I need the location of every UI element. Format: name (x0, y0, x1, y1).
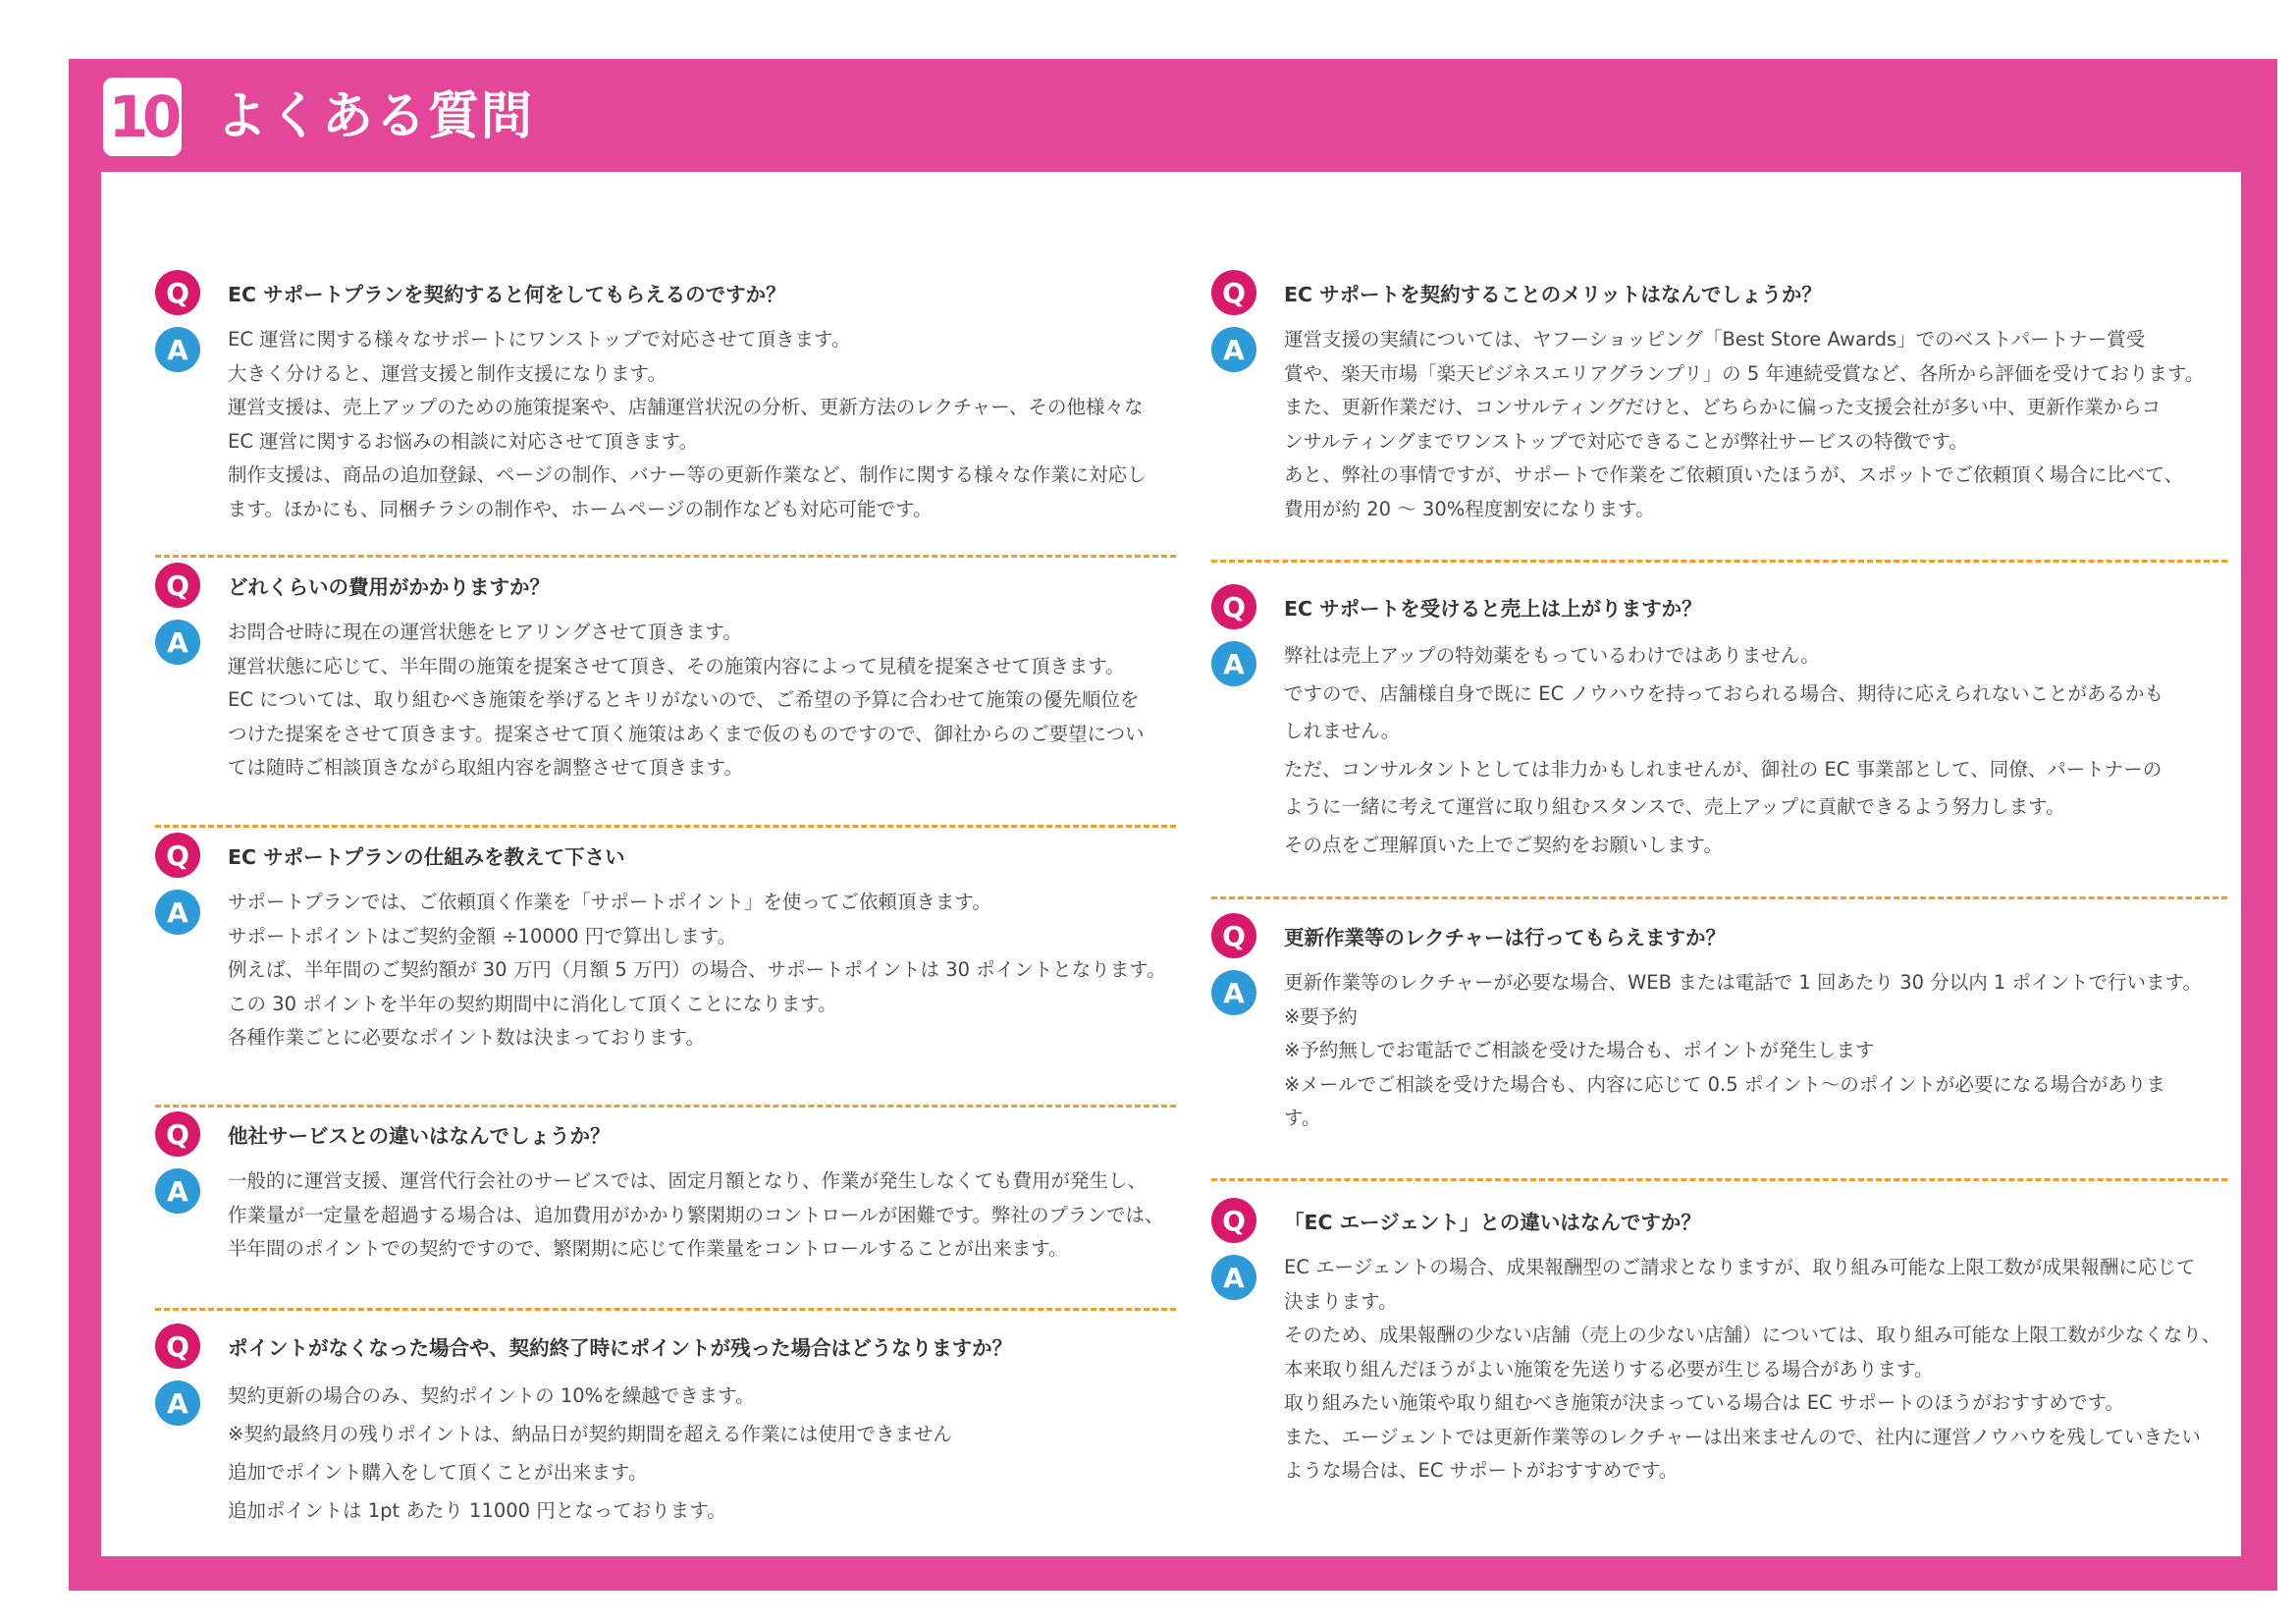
question-row (155, 1329, 1176, 1363)
question-badge-icon: Q (1211, 584, 1256, 629)
dashed-divider (155, 1308, 1176, 1311)
answer-line: 追加ポイントは 1pt あたり 11000 円となっております。 (228, 1499, 726, 1522)
answer-row (155, 1377, 1176, 1530)
answer-text (228, 886, 1176, 1056)
answer-line: 運営支援は、売上アップのための施策提案や、店舗運営状況の分析、更新方法のレクチャー、その他様々な (228, 396, 1144, 418)
answer-badge-icon: A (155, 1168, 200, 1214)
answer-line: ※予約無しでお電話でご相談を受けた場合も、ポイントが発生します (1284, 1039, 1875, 1061)
answer-row (1211, 323, 2227, 526)
question-badge-icon: Q (155, 833, 200, 878)
answer-line: EC エージェントの場合、成果報酬型のご請求となりますが、取り組み可能な上限工数が成果報酬に応じて (1284, 1256, 2196, 1278)
answer-line: ます。ほかにも、同梱チラシの制作や、ホームページの制作なども対応可能です。 (228, 497, 933, 520)
answer-row (1211, 966, 2227, 1136)
answer-line: つけた提案をさせて頂きます。提案させて頂く施策はあくまで仮のものですので、御社からのご要望につい (228, 722, 1145, 745)
section-number-badge: 10 (103, 78, 182, 156)
question-row (1211, 276, 2227, 309)
question-text: EC サポートを契約することのメリットはなんでしょうか？ (1284, 283, 1822, 306)
answer-line: 一般的に運営支援、運営代行会社のサービスでは、固定月額となり、作業が発生しなくても費用が発生し、 (228, 1169, 1148, 1192)
answer-line: 取り組みたい施策や取り組むべき施策が決まっている場合は EC サポートのほうがおすすめです。 (1284, 1391, 2124, 1414)
answer-line: ※契約最終月の残りポイントは、納品日が契約期間を超える作業には使用できません (228, 1423, 952, 1445)
question-row (155, 839, 1176, 872)
question-text: EC サポートを受けると売上は上がりますか？ (1284, 597, 1702, 621)
question-row (1211, 1204, 2227, 1237)
answer-line: ※要予約 (1284, 1004, 1358, 1028)
dashed-divider (155, 1105, 1176, 1108)
question-badge-icon: Q (155, 563, 200, 608)
answer-row (155, 616, 1176, 785)
faq-item (1211, 276, 2227, 526)
answer-line: 大きく分けると、運営支援と制作支援になります。 (228, 361, 667, 385)
dashed-divider (1211, 560, 2227, 563)
faq-item (1211, 590, 2227, 864)
answer-line: 制作支援は、商品の追加登録、ページの制作、バナー等の更新作業など、制作に関する様々な作業に対応し (228, 463, 1147, 486)
answer-row (1211, 1251, 2227, 1489)
question-row (155, 568, 1176, 602)
pink-frame (69, 59, 2277, 1591)
answer-line: 作業量が一定量を超過する場合は、追加費用がかかり繁閑期のコントロールが困難です。弊社のプランでは、 (228, 1203, 1164, 1226)
question-badge-icon: Q (155, 1324, 200, 1369)
answer-line: 決まります。 (1284, 1289, 1398, 1313)
answer-badge-icon: A (1211, 641, 1256, 686)
answer-text (228, 616, 1176, 785)
answer-line: あと、弊社の事情ですが、サポートで作業をご依頼頂いたほうが、スポットでご依頼頂く場合に比べて、 (1284, 463, 2184, 486)
answer-text (1284, 966, 2227, 1136)
answer-line: 費用が約 20 ～ 30%程度割安になります。 (1284, 497, 1655, 520)
answer-line: サポートプランでは、ご依頼頂く作業を「サポートポイント」を使ってご依頼頂きます。 (228, 891, 991, 913)
faq-item (155, 1117, 1176, 1267)
answer-text (1284, 1251, 2227, 1489)
answer-line: また、エージェントでは更新作業等のレクチャーは出来ませんので、社内に運営ノウハウを残していきたい (1284, 1425, 2201, 1448)
answer-line: また、更新作業だけ、コンサルティングだけと、どちらかに偏った支援会社が多い中、更新作業からコ (1284, 396, 2162, 418)
question-text: EC サポートプランを契約すると何をしてもらえるのですか？ (228, 283, 786, 306)
answer-line: 半年間のポイントでの契約ですので、繁閑期に応じて作業量をコントロールすることが出来ます。 (228, 1237, 1068, 1260)
faq-content (101, 172, 2241, 1556)
faq-item (155, 276, 1176, 526)
question-text: ポイントがなくなった場合や、契約終了時にポイントが残った場合はどうなりますか？ (228, 1336, 1013, 1360)
answer-text (1284, 637, 2227, 864)
answer-line: しれません。 (1284, 720, 1401, 742)
page-title: よくある質問 (216, 87, 535, 146)
question-badge-icon: Q (1211, 270, 1256, 315)
question-badge-icon: Q (1211, 913, 1256, 958)
dashed-divider (1211, 1178, 2227, 1181)
answer-badge-icon: A (155, 620, 200, 665)
question-badge-icon: Q (155, 1111, 200, 1157)
question-text: 更新作業等のレクチャーは行ってもらえますか？ (1284, 926, 1726, 949)
answer-line: ように一緒に考えて運営に取り組むスタンスで、売上アップに貢献できるよう努力します。 (1284, 795, 2065, 818)
question-row (1211, 919, 2227, 952)
answer-line: EC 運営に関するお悩みの相談に対応させて頂きます。 (228, 429, 699, 453)
question-row (155, 276, 1176, 309)
answer-badge-icon: A (155, 1380, 200, 1426)
answer-line: 賞や、楽天市場「楽天ビジネスエリアグランプリ」の 5 年連続受賞など、各所から評価を受けております。 (1284, 361, 2205, 385)
answer-line: 契約更新の場合のみ、契約ポイントの 10%を繰越できます。 (228, 1384, 755, 1407)
answer-line: お問合せ時に現在の運営状態をヒアリングさせて頂きます。 (228, 621, 742, 643)
answer-line: 更新作業等のレクチャーが必要な場合、WEB または電話で 1 回あたり 30 分以内 1 ポイントで行います。 (1284, 971, 2202, 994)
answer-line: す。 (1284, 1107, 1321, 1129)
answer-line: 各種作業ごとに必要なポイント数は決まっております。 (228, 1026, 705, 1049)
answer-row (155, 1164, 1176, 1267)
question-row (155, 1117, 1176, 1151)
faq-item (155, 1329, 1176, 1530)
answer-line: その点をご理解頂いた上でご契約をお願いします。 (1284, 833, 1723, 856)
faq-item (1211, 919, 2227, 1136)
answer-line: EC 運営に関する様々なサポートにワンストップで対応させて頂きます。 (228, 328, 851, 351)
answer-badge-icon: A (1211, 970, 1256, 1015)
question-badge-icon: Q (1211, 1198, 1256, 1243)
faq-item (155, 568, 1176, 785)
answer-line: サポートポイントはご契約金額 ÷10000 円で算出します。 (228, 924, 737, 947)
answer-badge-icon: A (1211, 1255, 1256, 1300)
answer-line: ては随時ご相談頂きながら取組内容を調整させて頂きます。 (228, 756, 743, 779)
dashed-divider (155, 555, 1176, 558)
answer-text (228, 323, 1176, 526)
answer-badge-icon: A (155, 327, 200, 372)
answer-line: 本来取り組んだほうがよい施策を先送りする必要が生じる場合があります。 (1284, 1357, 1934, 1380)
dashed-divider (1211, 896, 2227, 899)
question-text: どれくらいの費用がかかりますか？ (228, 575, 550, 599)
answer-text (228, 1164, 1176, 1267)
question-badge-icon: Q (155, 270, 200, 315)
answer-line: ンサルティングまでワンストップで対応できることが弊社サービスの特徴です。 (1284, 429, 1968, 453)
answer-line: ですので、店舗様自身で既に EC ノウハウを持っておられる場合、期待に応えられないことがあるかも (1284, 681, 2163, 705)
question-text: EC サポートプランの仕組みを教えて下さい (228, 845, 625, 869)
answer-row (155, 886, 1176, 1056)
faq-item (155, 839, 1176, 1056)
answer-badge-icon: A (1211, 327, 1256, 372)
faq-item (1211, 1204, 2227, 1489)
answer-line: ※メールでご相談を受けた場合も、内容に応じて 0.5 ポイント～のポイントが必要になる場合がありま (1284, 1072, 2165, 1096)
answer-badge-icon: A (155, 890, 200, 935)
answer-line: EC については、取り組むべき施策を挙げるとキリがないので、ご希望の予算に合わせて施策の優先順位を (228, 688, 1140, 711)
answer-line: 運営支援の実績については、ヤフーショッピング「Best Store Awards」でのベストパートナー賞受 (1284, 328, 2146, 351)
question-text: 「EC エージェント」との違いはなんですか？ (1284, 1211, 1701, 1234)
answer-line: この 30 ポイントを半年の契約期間中に消化して頂くことになります。 (228, 992, 837, 1015)
answer-line: 弊社は売上アップの特効薬をもっているわけではありません。 (1284, 644, 1820, 667)
question-row (1211, 590, 2227, 623)
answer-line: 追加でポイント購入をして頂くことが出来ます。 (228, 1461, 648, 1484)
answer-row (1211, 637, 2227, 864)
answer-row (155, 323, 1176, 526)
answer-text (1284, 323, 2227, 526)
answer-line: ような場合は、EC サポートがおすすめです。 (1284, 1459, 1679, 1482)
answer-line: ただ、コンサルタントとしては非力かもしれませんが、御社の EC 事業部として、同僚、パートナーの (1284, 757, 2163, 781)
answer-line: 運営状態に応じて、半年間の施策を提案させて頂き、その施策内容によって見積を提案させて頂きます。 (228, 654, 1125, 677)
dashed-divider (155, 825, 1176, 828)
answer-line: 例えば、半年間のご契約額が 30 万円（月額 5 万円）の場合、サポートポイントは 30 ポイントとなります。 (228, 958, 1166, 981)
question-text: 他社サービスとの違いはなんでしょうか？ (228, 1124, 611, 1148)
header (69, 59, 2277, 172)
answer-text (228, 1377, 1176, 1530)
answer-line: そのため、成果報酬の少ない店舗（売上の少ない店舗）については、取り組み可能な上限工数が少なくなり、 (1284, 1324, 2221, 1346)
